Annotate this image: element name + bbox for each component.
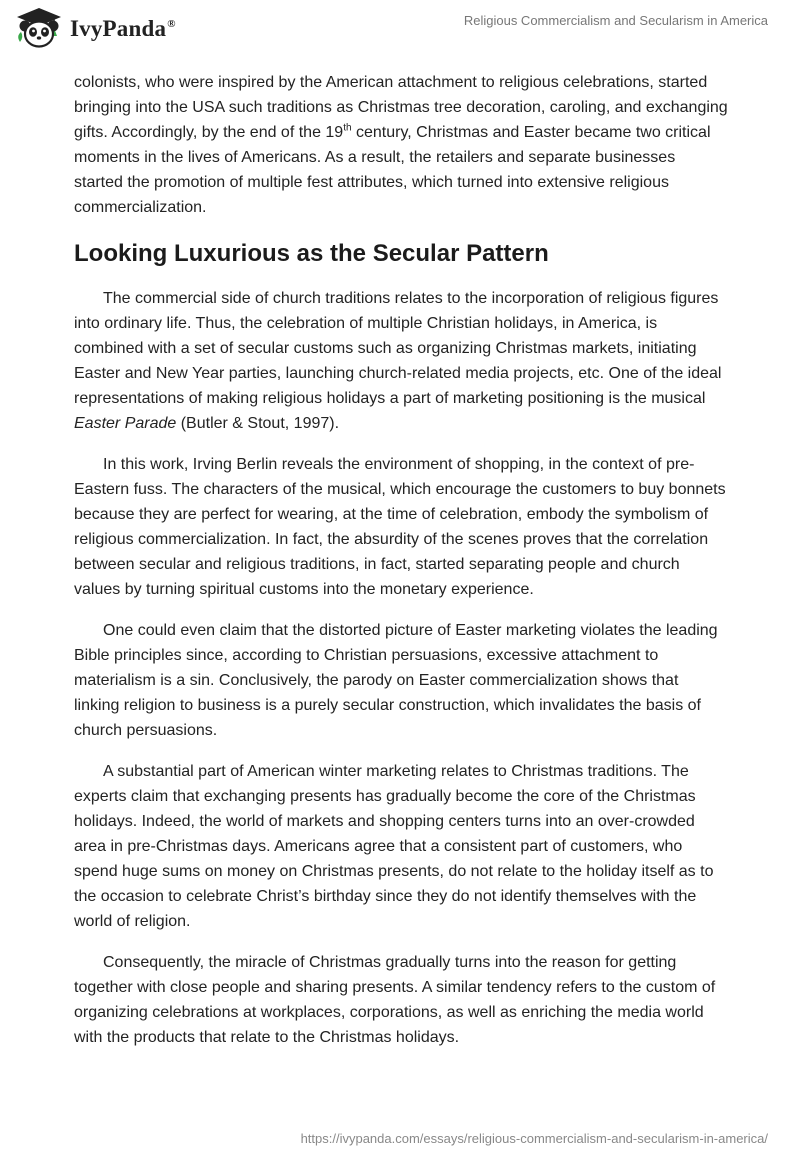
paragraph: A substantial part of American winter marketing relates to Christmas traditions. The experts claim that exchanging presents has gradually become the core of the Christmas holidays. Indeed, the world of markets and shopping centers turns into an over-crowded area in pre-Christmas days. Americans agree that a consistent part of customers, who spend huge sums on money on Christmas presents, do not relate to the holiday itself as to the occasion to celebrate Christ’s birthday since they do not identify themselves with the world of religion. [74, 763, 714, 930]
brand-name: IvyPanda® [70, 16, 176, 41]
paragraph: The commercial side of church traditions relates to the incorporation of religious figures into ordinary life. Thus, the celebration of multiple Christian holidays, in America, is combined with a set of secular customs such as organizing Christmas markets, initiating Easter and New Year parties, launching church-related media projects, etc. One of the ideal representations of making religious holidays a part of marketing positioning is the musical Easter Parade (Butler & Stout, 1997). [74, 290, 722, 432]
section-heading: Looking Luxurious as the Secular Pattern [74, 240, 549, 267]
superscript: th [343, 122, 352, 134]
paragraph: Consequently, the miracle of Christmas gradually turns into the reason for getting together with close people and sharing presents. A similar tendency refers to the custom of organizing celebrations at workplaces, corporations, as well as enriching the media world with the products that relate to the Christmas holidays. [74, 954, 716, 1046]
paragraph: colonists, who were inspired by the American attachment to religious celebrations, started bringing into the USA such traditions as Christmas tree decoration, caroling, and exchanging gifts. Accordingly, by the end of the 19th century, Christmas and Easter became two critical moments in the lives of Americans. As a result, the retailers and separate businesses started the promotion of multiple fest attributes, which turned into extensive religious commercialization. [74, 74, 728, 216]
essay-body [74, 70, 728, 1066]
ivypanda-logo[interactable] [14, 6, 176, 50]
work-title: Easter Parade [74, 415, 177, 432]
registered-mark: ® [167, 18, 176, 31]
paragraph: In this work, Irving Berlin reveals the environment of shopping, in the context of pre-Eastern fuss. The characters of the musical, which encourage the customers to buy bonnets because they are perfect for wearing, at the time of celebration, embody the symbolism of religious commercialization. In fact, the absurdity of the scenes proves that the correlation between secular and religious traditions, in fact, started separating people and church values by turning spiritual customs into the monetary experience. [74, 456, 726, 598]
paragraph: One could even claim that the distorted picture of Easter marketing violates the leading Bible principles since, according to Christian persuasions, excessive attachment to materialism is a sin. Conclusively, the parody on Easter commercialization shows that linking religion to business is a purely secular construction, which invalidates the basis of church persuasions. [74, 622, 718, 739]
panda-graduation-cap-icon [14, 6, 64, 50]
document-title: Religious Commercialism and Secularism in America [463, 13, 768, 28]
page-header [0, 0, 800, 70]
source-url[interactable]: https://ivypanda.com/essays/religious-commercialism-and-secularism-in-america/ [300, 1131, 768, 1146]
